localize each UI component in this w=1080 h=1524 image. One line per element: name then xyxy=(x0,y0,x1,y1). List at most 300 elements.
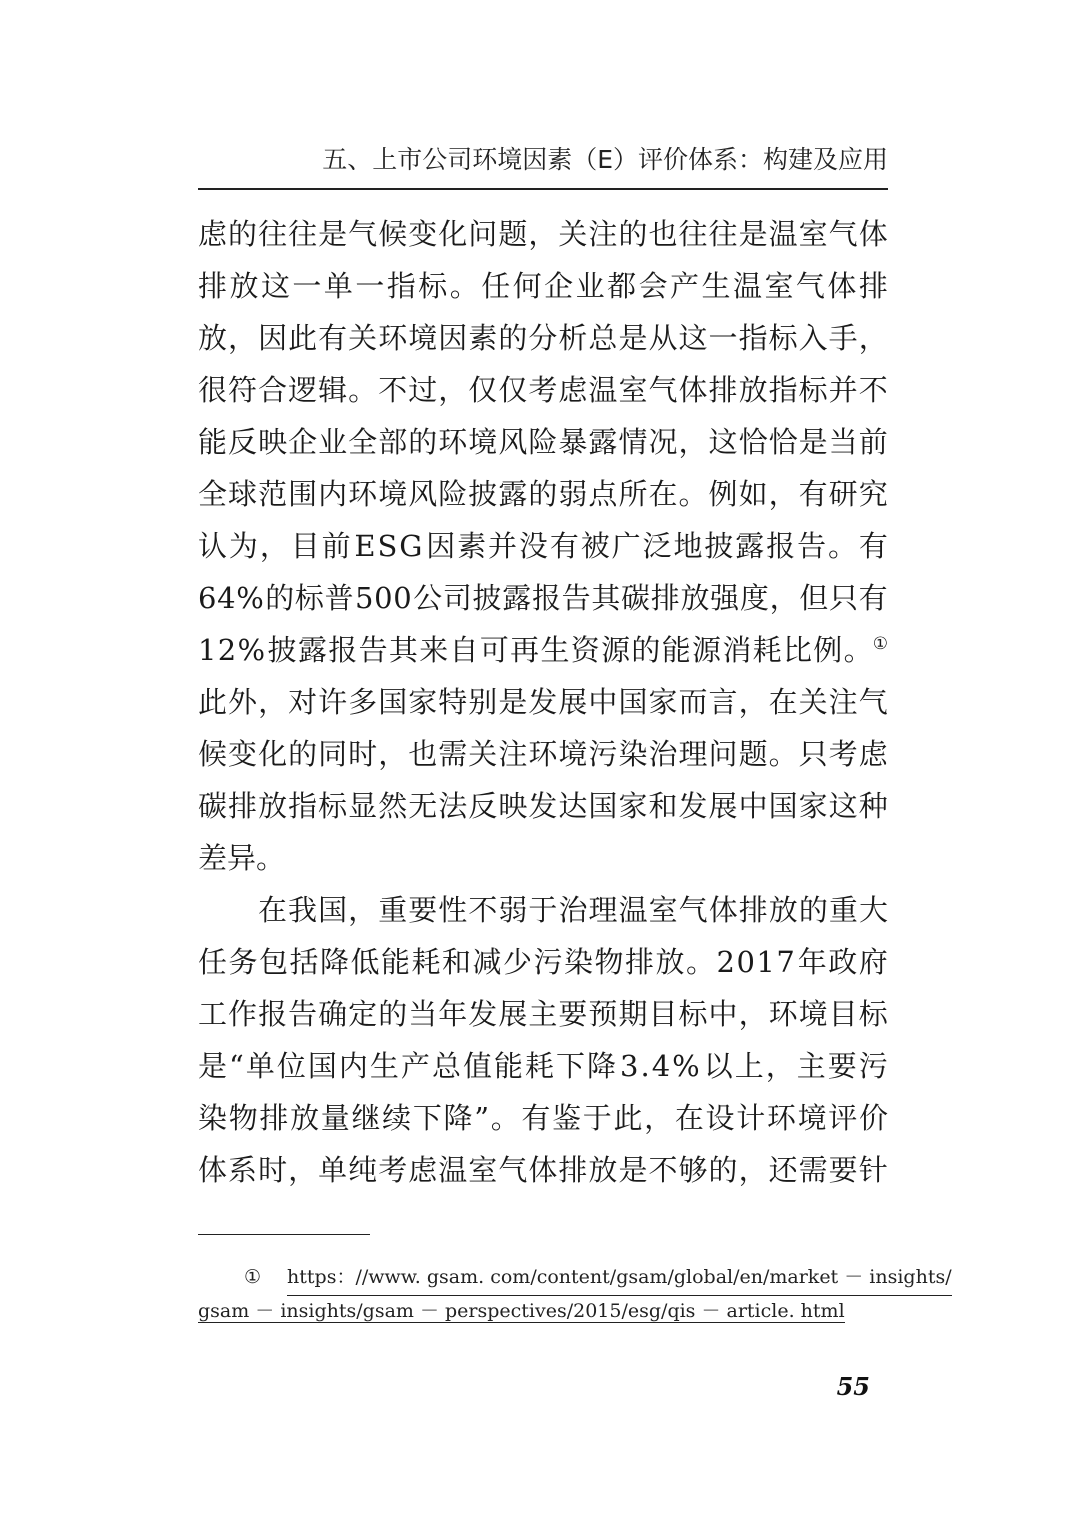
running-header xyxy=(198,140,888,190)
body-char: 排 xyxy=(198,269,228,303)
body-char: 任 xyxy=(198,945,228,979)
body-char: 因 xyxy=(258,321,288,355)
body-char: 降 xyxy=(443,1101,473,1135)
body-char: 年 xyxy=(797,945,827,979)
body-char: 往 xyxy=(288,217,318,251)
body-char: 析 xyxy=(558,321,588,355)
body-char: ， xyxy=(259,529,289,563)
body-char: 恰 xyxy=(768,425,798,459)
body-char: 境 xyxy=(558,737,588,771)
body-line xyxy=(198,728,888,780)
body-char: 前 xyxy=(858,425,888,459)
body-char: 定 xyxy=(348,997,378,1031)
body-char: 政 xyxy=(828,945,858,979)
body-char: 全 xyxy=(198,477,228,511)
body-char: 例 xyxy=(708,477,738,511)
body-char: 排 xyxy=(738,893,768,927)
body-char: 生 xyxy=(540,633,570,667)
body-char: 标 xyxy=(858,997,888,1031)
body-char: 究 xyxy=(858,477,888,511)
body-char: 告 xyxy=(288,997,318,1031)
body-char: 虑 xyxy=(858,737,888,771)
body-char: 披 xyxy=(704,529,734,563)
body-char: 注 xyxy=(588,217,618,251)
body-char: 国 xyxy=(318,893,348,927)
body-char: 放 xyxy=(290,1101,320,1135)
body-char: ， xyxy=(738,1153,768,1187)
body-char: 以 xyxy=(703,1049,733,1083)
body-char: 化 xyxy=(438,217,468,251)
body-char: 值 xyxy=(462,1049,492,1083)
body-char: 重 xyxy=(828,893,858,927)
body-char: 放 xyxy=(655,945,685,979)
body-char: ， xyxy=(258,685,288,719)
body-char: 1 xyxy=(756,945,775,979)
body-char: 虑 xyxy=(558,373,588,407)
body-char: 室 xyxy=(618,373,648,407)
body-char: 理 xyxy=(588,893,618,927)
body-char: 再 xyxy=(510,633,540,667)
body-char: 很 xyxy=(198,373,228,407)
body-char: 耗 xyxy=(524,1049,554,1083)
body-char: 报 xyxy=(531,581,561,615)
body-char: 也 xyxy=(408,737,438,771)
body-char: 排 xyxy=(858,269,888,303)
body-char: 治 xyxy=(648,737,678,771)
body-char: 下 xyxy=(556,1049,586,1083)
body-char: 务 xyxy=(228,945,258,979)
body-char: 指 xyxy=(738,321,768,355)
body-char: 披 xyxy=(468,477,498,511)
body-char: 是 xyxy=(498,685,528,719)
body-char: 指 xyxy=(386,269,416,303)
body-char: 露 xyxy=(588,425,618,459)
body-char: 告 xyxy=(358,633,388,667)
body-char: 鉴 xyxy=(552,1101,582,1135)
body-char: 标 xyxy=(768,321,798,355)
body-char: 的 xyxy=(618,217,648,251)
body-char: 环 xyxy=(438,425,468,459)
body-char: 放 xyxy=(768,893,798,927)
body-char: 中 xyxy=(738,789,768,823)
body-char: 排 xyxy=(259,1101,289,1135)
footnote-line-2 xyxy=(198,1296,845,1330)
body-char: 关 xyxy=(558,217,588,251)
body-char: 确 xyxy=(318,997,348,1031)
body-char: ， xyxy=(768,477,798,511)
body-char: 在 xyxy=(674,1101,704,1135)
body-char: 上 xyxy=(734,1049,764,1083)
body-char: 露 xyxy=(735,529,765,563)
body-char: 6 xyxy=(198,581,217,615)
body-char: 注 xyxy=(828,685,858,719)
body-char: 体 xyxy=(827,269,857,303)
body-char: 体 xyxy=(678,373,708,407)
body-char: 标 xyxy=(678,997,708,1031)
body-char: 的 xyxy=(288,737,318,771)
body-char: 中 xyxy=(588,685,618,719)
body-char: 主 xyxy=(796,1049,826,1083)
body-char: 环 xyxy=(528,737,558,771)
body-char: ， xyxy=(769,581,799,615)
body-char: 放 xyxy=(258,789,288,823)
body-char: 0 xyxy=(393,581,412,615)
body-char: 仅 xyxy=(468,373,498,407)
body-line xyxy=(198,312,888,364)
body-char: 达 xyxy=(558,789,588,823)
body-char: 物 xyxy=(228,1101,258,1135)
body-char: 考 xyxy=(528,373,558,407)
body-char: 计 xyxy=(736,1101,766,1135)
footnote-url-link-part2[interactable]: gsam － insights/gsam － perspectives/2015/esg/qis － article. html xyxy=(198,1300,845,1322)
footnote-url-link-part1[interactable]: https：//www. gsam. com/content/gsam/global/en/market － insights/ xyxy=(287,1262,952,1296)
body-char: 候 xyxy=(198,737,228,771)
body-char: 能 xyxy=(198,425,228,459)
body-char: 全 xyxy=(348,425,378,459)
body-char: 如 xyxy=(738,477,768,511)
body-char: 地 xyxy=(673,529,703,563)
body-char: 而 xyxy=(678,685,708,719)
body-char: 弱 xyxy=(558,477,588,511)
body-char: 露 xyxy=(498,477,528,511)
body-char: 体 xyxy=(708,893,738,927)
body-char: 研 xyxy=(828,477,858,511)
body-char: 污 xyxy=(858,1049,888,1083)
body-char: 只 xyxy=(798,737,828,771)
body-char: 生 xyxy=(369,1049,399,1083)
body-char: 碳 xyxy=(621,581,651,615)
body-char: 不 xyxy=(378,373,408,407)
body-char: 内 xyxy=(318,477,348,511)
body-char: 标 xyxy=(798,373,828,407)
body-char: 言 xyxy=(708,685,738,719)
footnote-line-1 xyxy=(198,1262,952,1296)
body-char: 重 xyxy=(378,893,408,927)
body-char: 围 xyxy=(288,477,318,511)
body-char: 所 xyxy=(618,477,648,511)
body-char: 主 xyxy=(528,997,558,1031)
body-char: 强 xyxy=(710,581,740,615)
body-char: 别 xyxy=(468,685,498,719)
body-char: 能 xyxy=(381,945,411,979)
body-char: 1 xyxy=(198,633,217,667)
body-char: 和 xyxy=(442,945,472,979)
body-char: 一 xyxy=(292,269,322,303)
body-char: 。 xyxy=(827,529,857,563)
body-char: G xyxy=(399,529,423,563)
body-char: 家 xyxy=(648,685,678,719)
body-text xyxy=(198,208,888,1196)
body-char: 于 xyxy=(528,893,558,927)
body-char: 往 xyxy=(258,217,288,251)
body-char: 源 xyxy=(601,633,631,667)
body-char: 源 xyxy=(692,633,722,667)
body-char: 弱 xyxy=(498,893,528,927)
body-char: 要 xyxy=(558,997,588,1031)
body-line xyxy=(198,416,888,468)
body-char: 室 xyxy=(764,269,794,303)
body-char: 这 xyxy=(260,269,290,303)
body-char: 生 xyxy=(701,269,731,303)
body-char: 放 xyxy=(680,581,710,615)
body-char: “ xyxy=(229,1049,244,1083)
body-char: 环 xyxy=(378,321,408,355)
body-char: 低 xyxy=(350,945,380,979)
body-char: 性 xyxy=(438,893,468,927)
body-char: 化 xyxy=(258,737,288,771)
body-char: 2 xyxy=(716,945,735,979)
body-char: 披 xyxy=(472,581,502,615)
body-line-paragraph-start xyxy=(198,884,888,936)
body-char: 3 xyxy=(620,1049,639,1083)
body-char: 括 xyxy=(289,945,319,979)
body-char: 恰 xyxy=(738,425,768,459)
body-char: 无 xyxy=(408,789,438,823)
body-char: 4 xyxy=(651,1049,671,1083)
body-char: 发 xyxy=(468,997,498,1031)
body-char: 气 xyxy=(858,685,888,719)
body-char: 作 xyxy=(228,997,258,1031)
body-char: ， xyxy=(348,893,378,927)
body-char: 要 xyxy=(408,893,438,927)
body-char: 关 xyxy=(798,685,828,719)
body-char: 。 xyxy=(449,269,479,303)
body-char: 映 xyxy=(258,425,288,459)
body-char: 发 xyxy=(678,789,708,823)
body-char: 标 xyxy=(318,789,348,823)
body-char: 反 xyxy=(228,425,258,459)
body-char: 报 xyxy=(766,529,796,563)
body-char: 这 xyxy=(828,789,858,823)
body-char: 国 xyxy=(618,685,648,719)
body-char: 考 xyxy=(378,1153,408,1187)
body-char: 气 xyxy=(828,217,858,251)
body-char: 包 xyxy=(259,945,289,979)
body-char: 企 xyxy=(544,269,574,303)
body-char: 一 xyxy=(355,269,385,303)
body-char: 关 xyxy=(468,737,498,771)
body-char: 前 xyxy=(321,529,351,563)
body-line xyxy=(198,1144,888,1196)
body-char: ， xyxy=(228,321,258,355)
body-char: 纯 xyxy=(348,1153,378,1187)
footnote-marker: ① xyxy=(244,1266,262,1288)
body-char: 发 xyxy=(528,685,558,719)
body-char: 需 xyxy=(798,1153,828,1187)
body-char: 总 xyxy=(588,321,618,355)
body-char: 报 xyxy=(258,997,288,1031)
page-number: 55 xyxy=(836,1372,870,1401)
body-char: 标 xyxy=(294,581,324,615)
body-char: 问 xyxy=(468,217,498,251)
body-char: 披 xyxy=(267,633,297,667)
body-char: 家 xyxy=(618,789,648,823)
body-char: 对 xyxy=(288,685,318,719)
body-char: 的 xyxy=(528,477,558,511)
body-char: 险 xyxy=(438,477,468,511)
body-char: 入 xyxy=(798,321,828,355)
body-char: 然 xyxy=(378,789,408,823)
body-char: 能 xyxy=(661,633,691,667)
body-char: 的 xyxy=(498,321,528,355)
body-char: 续 xyxy=(382,1101,412,1135)
body-char: 碳 xyxy=(198,789,228,823)
body-char: 排 xyxy=(558,1153,588,1187)
body-char: 不 xyxy=(648,1153,678,1187)
body-char: 内 xyxy=(338,1049,368,1083)
body-char: 在 xyxy=(768,685,798,719)
body-line-text xyxy=(198,624,873,676)
body-line xyxy=(198,988,888,1040)
body-char: 展 xyxy=(708,789,738,823)
body-char: 境 xyxy=(797,1101,827,1135)
body-char: ， xyxy=(528,217,558,251)
body-char: 0 xyxy=(736,945,755,979)
body-char: 国 xyxy=(768,789,798,823)
body-char: 当 xyxy=(828,425,858,459)
body-char: 继 xyxy=(351,1101,381,1135)
body-char: 业 xyxy=(575,269,605,303)
body-char: 范 xyxy=(258,477,288,511)
body-char: 4 xyxy=(217,581,236,615)
body-char: 治 xyxy=(558,893,588,927)
body-char: 降 xyxy=(320,945,350,979)
body-char: ， xyxy=(288,1153,318,1187)
body-char: 过 xyxy=(408,373,438,407)
body-char: 家 xyxy=(408,685,438,719)
body-char: 降 xyxy=(587,1049,617,1083)
body-char: 放 xyxy=(198,321,228,355)
body-char: 量 xyxy=(320,1101,350,1135)
body-char: 产 xyxy=(400,1049,430,1083)
body-char: 体 xyxy=(198,1153,228,1187)
body-char: 点 xyxy=(588,477,618,511)
body-char: 题 xyxy=(738,737,768,771)
body-char: 并 xyxy=(488,529,518,563)
body-char: 特 xyxy=(438,685,468,719)
body-char: 指 xyxy=(288,789,318,823)
body-char: 室 xyxy=(468,1153,498,1187)
body-char: 有 xyxy=(549,529,579,563)
body-char: 排 xyxy=(650,581,680,615)
body-char: ， xyxy=(738,997,768,1031)
body-char: 我 xyxy=(288,893,318,927)
body-char: 染 xyxy=(564,945,594,979)
body-char: 展 xyxy=(498,997,528,1031)
body-line xyxy=(198,364,888,416)
body-char: 放 xyxy=(738,373,768,407)
body-char: 设 xyxy=(705,1101,735,1135)
body-char: 单 xyxy=(318,1153,348,1187)
body-char: 国 xyxy=(378,685,408,719)
body-char: 时 xyxy=(258,1153,288,1187)
body-char: 此 xyxy=(613,1101,643,1135)
body-char: 多 xyxy=(348,685,378,719)
body-char: 目 xyxy=(648,997,678,1031)
body-char: 泛 xyxy=(642,529,672,563)
body-line-with-footnote xyxy=(198,624,888,676)
body-char: ” xyxy=(474,1101,490,1135)
body-char: 于 xyxy=(582,1101,612,1135)
body-char: 0 xyxy=(374,581,393,615)
body-char: 产 xyxy=(670,269,700,303)
body-char: 价 xyxy=(858,1101,888,1135)
body-char: 境 xyxy=(378,477,408,511)
body-char: 况 xyxy=(648,425,678,459)
body-char: 单 xyxy=(323,269,353,303)
body-line-paragraph-end: 差异。 xyxy=(198,841,286,875)
body-char: 府 xyxy=(858,945,888,979)
footnote-reference[interactable]: ① xyxy=(872,634,888,654)
body-char: 气 xyxy=(498,1153,528,1187)
body-char: 比 xyxy=(782,633,812,667)
body-char: 任 xyxy=(481,269,511,303)
body-char: 是 xyxy=(618,1153,648,1187)
body-char: 因 xyxy=(426,529,456,563)
body-char: 污 xyxy=(533,945,563,979)
body-char: 标 xyxy=(418,269,448,303)
body-char: 体 xyxy=(528,1153,558,1187)
body-line xyxy=(198,468,888,520)
body-char: 排 xyxy=(228,789,258,823)
body-char: 。 xyxy=(490,1101,520,1135)
body-char: % xyxy=(236,581,264,615)
body-char: 有 xyxy=(318,321,348,355)
body-char: 此 xyxy=(198,685,228,719)
body-line xyxy=(198,520,888,572)
body-char: 业 xyxy=(318,425,348,459)
body-char: 总 xyxy=(431,1049,461,1083)
body-char: 气 xyxy=(648,373,678,407)
body-char: 大 xyxy=(858,893,888,927)
body-line xyxy=(198,1040,888,1092)
body-char: 显 xyxy=(348,789,378,823)
body-line xyxy=(198,208,888,260)
body-char: 。 xyxy=(348,373,378,407)
body-char: 气 xyxy=(795,269,825,303)
body-char: 少 xyxy=(503,945,533,979)
body-char: 展 xyxy=(558,685,588,719)
body-line xyxy=(198,260,888,312)
body-char: 许 xyxy=(318,685,348,719)
body-char: 分 xyxy=(528,321,558,355)
body-char: 球 xyxy=(228,477,258,511)
body-char: 体 xyxy=(858,217,888,251)
body-char: 不 xyxy=(858,373,888,407)
body-char: 只 xyxy=(828,581,858,615)
body-char: 室 xyxy=(648,893,678,927)
body-char: 为 xyxy=(228,529,258,563)
body-char: 手 xyxy=(828,321,858,355)
body-char: 种 xyxy=(858,789,888,823)
body-char: 公 xyxy=(413,581,443,615)
body-char: 目 xyxy=(290,529,320,563)
body-line xyxy=(198,1092,888,1144)
body-char: 认 xyxy=(198,529,228,563)
body-char: 的 xyxy=(798,893,828,927)
body-char: 变 xyxy=(408,217,438,251)
body-char: 2 xyxy=(217,633,237,667)
body-char: ， xyxy=(438,373,468,407)
body-char: 能 xyxy=(493,1049,523,1083)
body-char: 。 xyxy=(686,945,716,979)
body-char: 还 xyxy=(768,1153,798,1187)
body-char: 考 xyxy=(828,737,858,771)
body-char: 露 xyxy=(297,633,327,667)
body-char: 放 xyxy=(229,269,259,303)
body-char: 的 xyxy=(378,997,408,1031)
body-char: 自 xyxy=(449,633,479,667)
